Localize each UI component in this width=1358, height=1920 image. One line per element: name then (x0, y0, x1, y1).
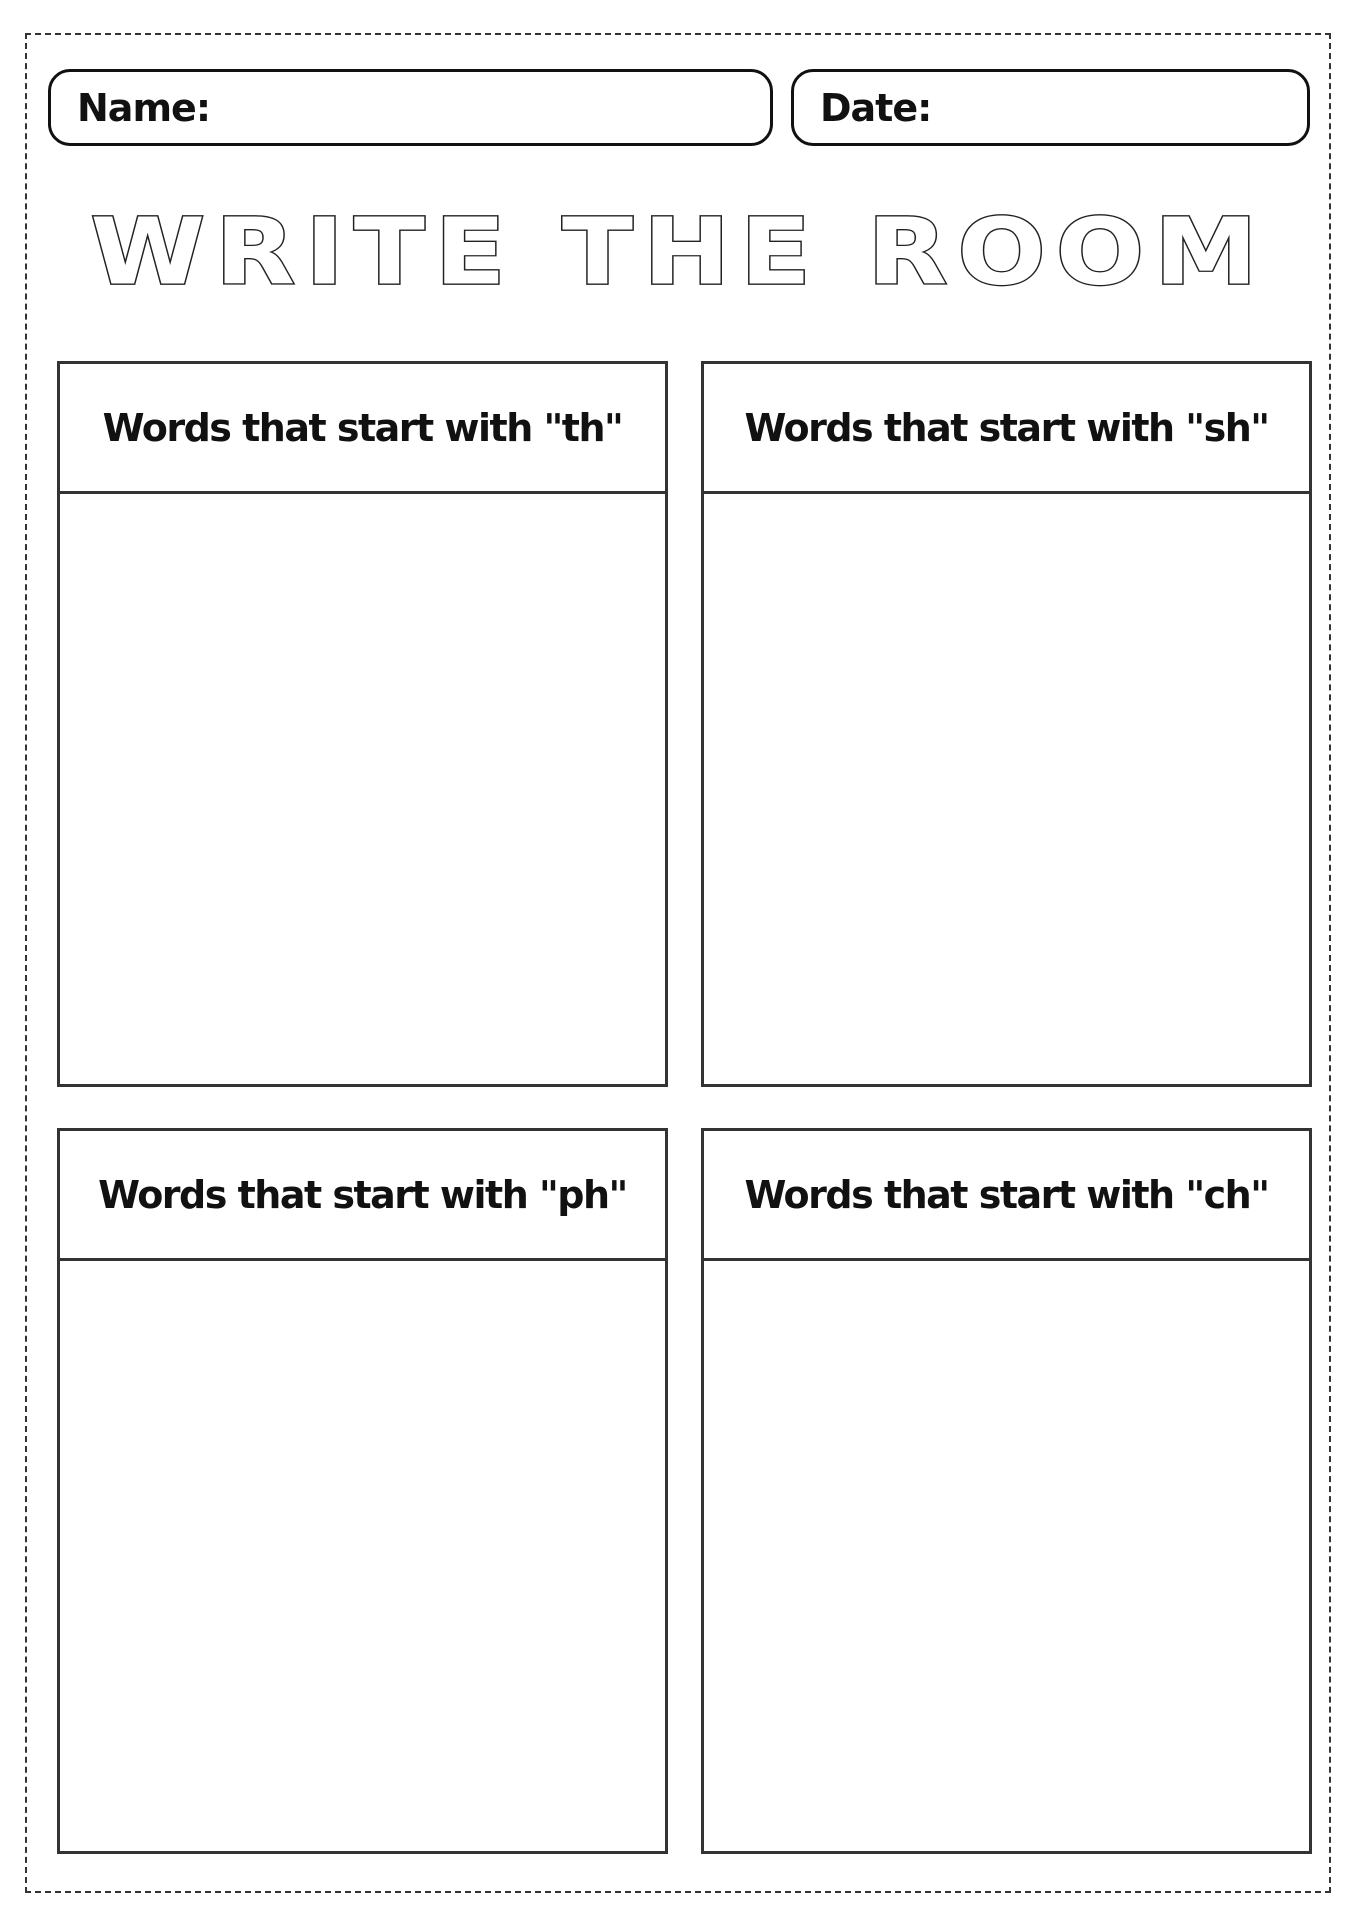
panel-th-writing-area[interactable] (60, 494, 665, 1084)
panel-sh-header (704, 364, 1309, 494)
panel-ph-header (60, 1131, 665, 1261)
name-field[interactable] (48, 69, 773, 146)
panel-ch-writing-area[interactable] (704, 1261, 1309, 1851)
worksheet-title: WRITE THE ROOM (90, 198, 1268, 306)
panel-sh (701, 361, 1312, 1087)
panel-ch (701, 1128, 1312, 1854)
panel-th-heading: Words that start with "th" (102, 405, 623, 450)
panel-ch-heading: Words that start with "ch" (744, 1172, 1269, 1217)
panel-th (57, 361, 668, 1087)
panel-ph-heading: Words that start with "ph" (98, 1172, 627, 1217)
panel-ch-header (704, 1131, 1309, 1261)
name-label: Name: (77, 85, 211, 130)
panel-sh-writing-area[interactable] (704, 494, 1309, 1084)
date-field[interactable] (791, 69, 1310, 146)
panel-ph-writing-area[interactable] (60, 1261, 665, 1851)
panel-sh-heading: Words that start with "sh" (744, 405, 1269, 450)
date-label: Date: (820, 85, 932, 130)
panel-ph (57, 1128, 668, 1854)
panel-th-header (60, 364, 665, 494)
